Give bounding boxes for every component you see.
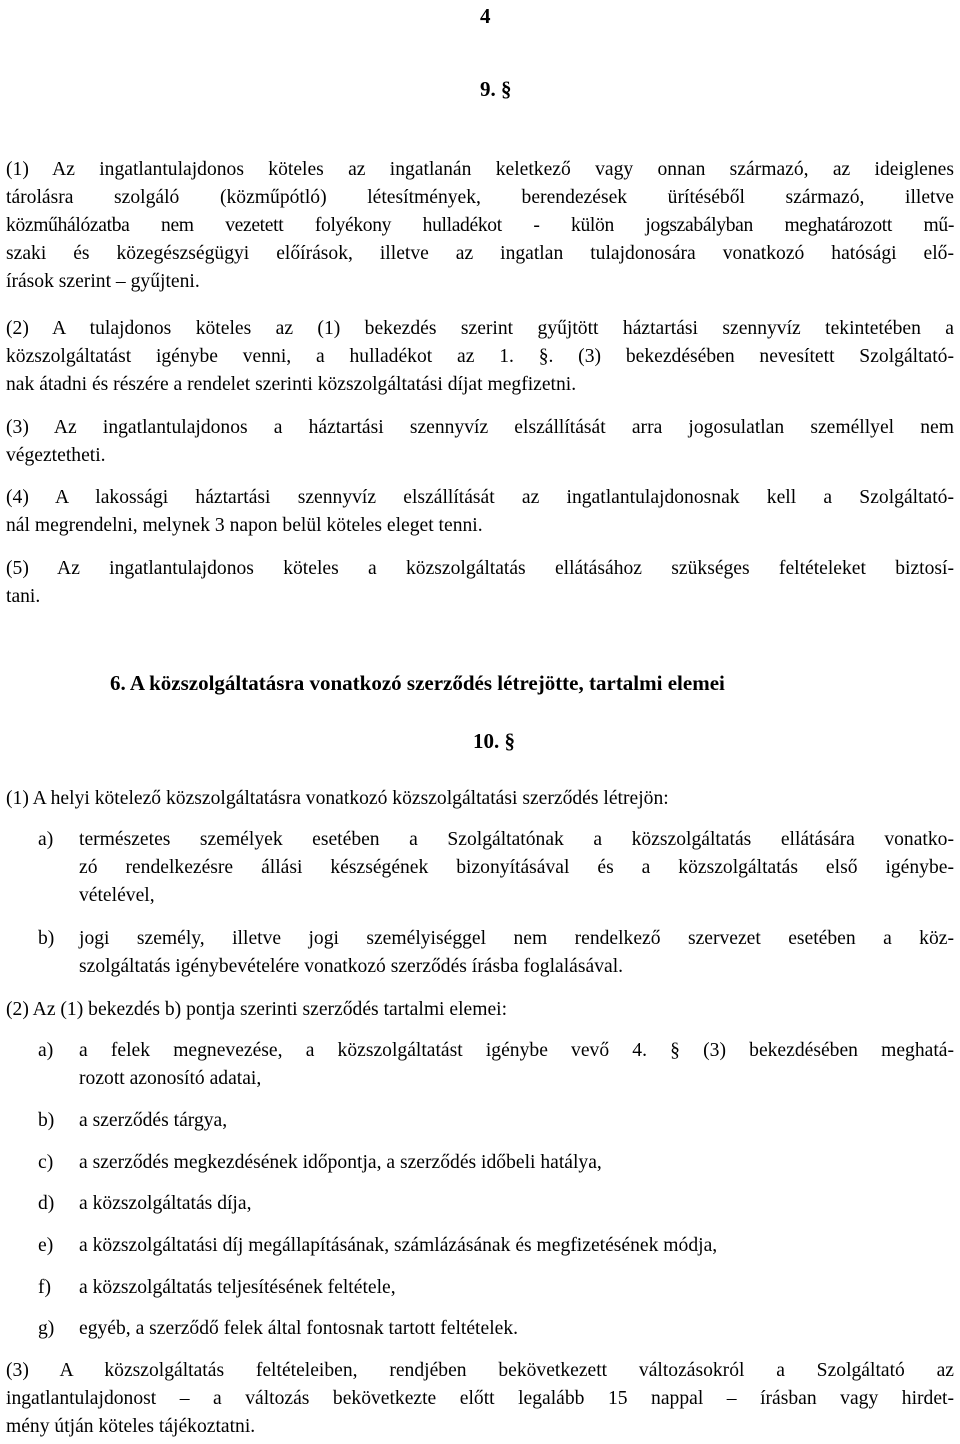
- section-10-heading: 10. §: [473, 729, 515, 753]
- list-item-line: vételével,: [79, 885, 155, 906]
- paragraph-line: (2) A tulajdonos köteles az (1) bekezdés szerint gyűjtött háztartási szennyvíz tekintetében a: [6, 318, 954, 339]
- chapter-6-title: 6. A közszolgáltatásra vonatkozó szerződés létrejötte, tartalmi elemei: [110, 671, 725, 695]
- section-9-paragraph-5: [6, 555, 954, 611]
- list-item-line: rozott azonosító adatai,: [79, 1068, 262, 1089]
- list-item-line: zó rendelkezésre állási készségének bizonyításával és a közszolgáltatás első igénybe-: [79, 857, 954, 878]
- paragraph-line: közszolgáltatást igénybe venni, a hulladékot az 1. §. (3) bekezdésében nevesített Szolgáltató-: [6, 346, 954, 367]
- list-item-marker: c): [38, 1152, 54, 1173]
- section-9-paragraph-1: [6, 156, 954, 296]
- list-item-line: jogi személy, illetve jogi személyiséggel nem rendelkező szervezet esetében a köz-: [79, 928, 954, 949]
- list-item-marker: g): [38, 1318, 55, 1339]
- paragraph-line: mény útján köteles tájékoztatni.: [6, 1416, 256, 1437]
- paragraph-line: nál megrendelni, melynek 3 napon belül köteles eleget tenni.: [6, 515, 483, 536]
- list-item-marker: a): [38, 829, 54, 850]
- list-item-marker: f): [38, 1277, 52, 1298]
- paragraph-line: (1) A helyi kötelező közszolgáltatásra vonatkozó közszolgáltatási szerződés létrejön:: [6, 788, 669, 809]
- paragraph-line: tárolásra szolgáló (közműpótló) létesítmények, berendezések ürítéséből származó, illetve: [6, 187, 954, 208]
- paragraph-line: végeztetheti.: [6, 445, 106, 466]
- paragraph-line: (1) Az ingatlantulajdonos köteles az ingatlanán keletkező vagy onnan származó, az ideiglenes: [6, 159, 954, 180]
- list-item-line: a közszolgáltatási díj megállapításának, számlázásának és megfizetésének módja,: [79, 1235, 718, 1256]
- paragraph-line: tani.: [6, 586, 41, 607]
- paragraph-line: írások szerint – gyűjteni.: [6, 271, 200, 292]
- section-10-paragraph-3: [6, 1357, 954, 1441]
- list-item-line: a szerződés tárgya,: [79, 1110, 228, 1131]
- paragraph-line: nak átadni és részére a rendelet szerinti közszolgáltatási díjat megfizetni.: [6, 374, 577, 395]
- paragraph-line: (3) A közszolgáltatás feltételeiben, rendjében bekövetkezett változásokról a Szolgáltató az: [6, 1360, 954, 1381]
- section-9-paragraph-4: [6, 484, 954, 540]
- paragraph-line: közműhálózatba nem vezetett folyékony hulladékot - külön jogszabályban meghatározott mű-: [6, 215, 954, 236]
- list-item-marker: a): [38, 1040, 54, 1061]
- paragraph-line: szaki és közegészségügyi előírások, illetve az ingatlan tulajdonosára vonatkozó hatósági elő-: [6, 243, 954, 264]
- page-number: 4: [480, 4, 491, 28]
- paragraph-line: (3) Az ingatlantulajdonos a háztartási szennyvíz elszállítását arra jogosulatlan személlyel nem: [6, 417, 954, 438]
- section-9-heading: 9. §: [480, 77, 512, 101]
- list-item-line: a szerződés megkezdésének időpontja, a szerződés időbeli hatálya,: [79, 1152, 602, 1173]
- paragraph-line: (2) Az (1) bekezdés b) pontja szerinti szerződés tartalmi elemei:: [6, 999, 508, 1020]
- list-item-line: természetes személyek esetében a Szolgáltatónak a közszolgáltatás ellátására vonatko-: [79, 829, 954, 850]
- list-item-marker: b): [38, 1110, 55, 1131]
- list-item-marker: b): [38, 928, 55, 949]
- list-item-line: egyéb, a szerződő felek által fontosnak tartott feltételek.: [79, 1318, 519, 1339]
- list-item-marker: d): [38, 1193, 55, 1214]
- section-9-paragraph-2: [6, 315, 954, 399]
- list-item-marker: e): [38, 1235, 54, 1256]
- section-10-paragraph-1-intro: [6, 785, 954, 813]
- document-page: [6, 0, 954, 1444]
- list-item-line: a közszolgáltatás teljesítésének feltétele,: [79, 1277, 396, 1298]
- paragraph-line: (4) A lakossági háztartási szennyvíz elszállítását az ingatlantulajdonosnak kell a Szolgáltató-: [6, 487, 954, 508]
- list-item-line: a felek megnevezése, a közszolgáltatást igénybe vevő 4. § (3) bekezdésében meghatá-: [79, 1040, 954, 1061]
- paragraph-line: ingatlantulajdonost – a változás bekövetkezte előtt legalább 15 nappal – írásban vagy hirdet-: [6, 1388, 954, 1409]
- section-9-paragraph-3: [6, 414, 954, 470]
- list-item-line: a közszolgáltatás díja,: [79, 1193, 252, 1214]
- paragraph-line: (5) Az ingatlantulajdonos köteles a közszolgáltatás ellátásához szükséges feltételeket biztosí-: [6, 558, 954, 579]
- section-10-paragraph-2-intro: [6, 996, 954, 1024]
- list-item-line: szolgáltatás igénybevételére vonatkozó szerződés írásba foglalásával.: [79, 956, 624, 977]
